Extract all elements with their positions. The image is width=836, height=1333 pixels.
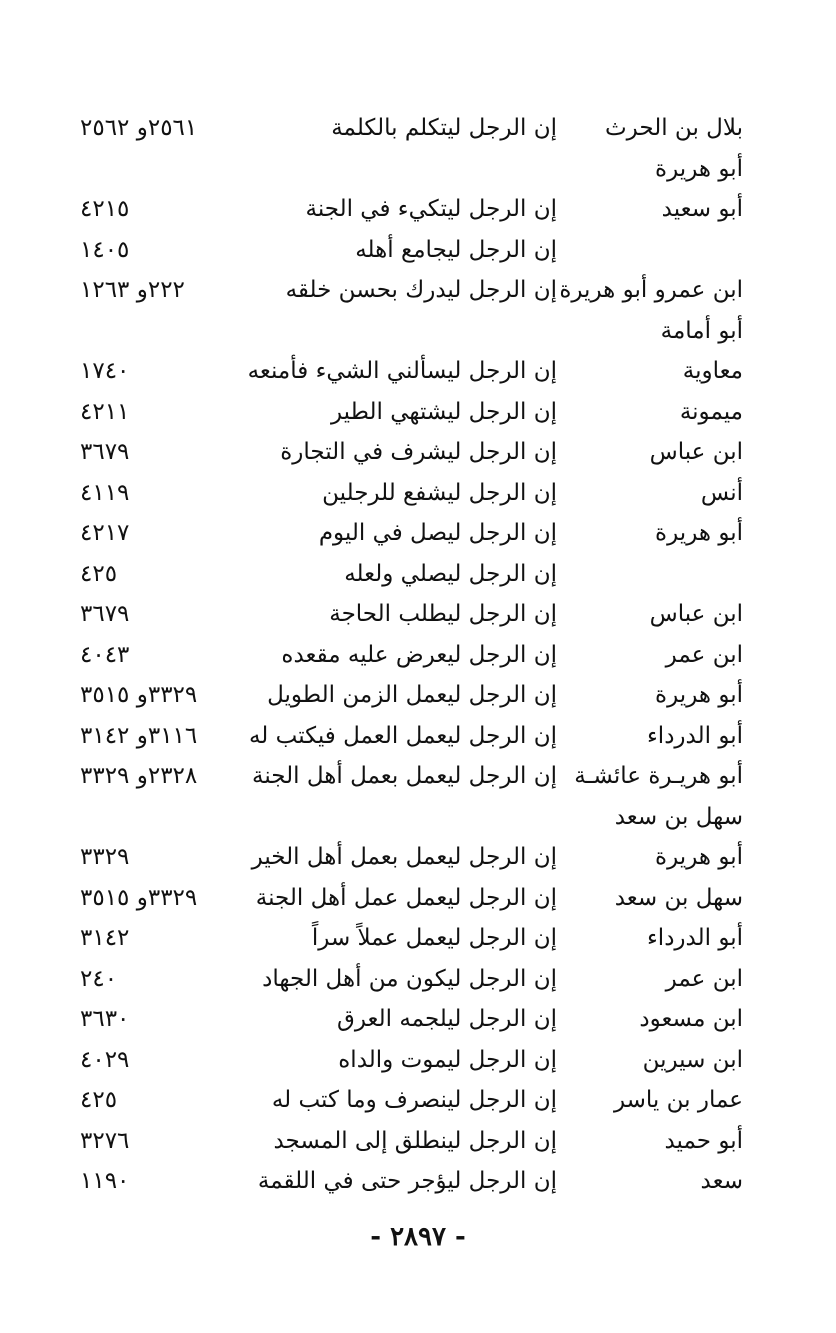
hadith-number: ٣١١٦و ٣١٤٢ — [80, 722, 198, 749]
narrator-name: ابن سيرين — [642, 1046, 743, 1073]
index-row — [0, 313, 836, 354]
narrator-name: ابن عمر — [665, 965, 743, 992]
narrator-name: ابن عباس — [649, 601, 743, 627]
narrator-name: أبو هريرة — [655, 682, 743, 708]
hadith-opening: إن الرجل ليكون من أهل الجهاد — [262, 965, 557, 992]
hadith-number: ٣٢٧٦ — [80, 1127, 130, 1154]
index-row — [0, 191, 836, 232]
narrator-name: سهل بن سعد — [614, 884, 743, 911]
hadith-number: ٣٦٧٩ — [80, 601, 130, 627]
narrator-name: سعد — [700, 1168, 743, 1194]
narrator-name: معاوية — [682, 358, 743, 384]
hadith-opening: إن الرجل ليسألني الشيء فأمنعه — [247, 358, 557, 384]
hadith-opening: إن الرجل ليشفع للرجلين — [322, 479, 557, 506]
index-row — [0, 637, 836, 678]
narrator-name: أبو هريرة — [655, 844, 743, 870]
hadith-opening: إن الرجل ليعمل عملاً سراً — [311, 925, 557, 951]
hadith-opening: إن الرجل ليلجمه العرق — [336, 1006, 557, 1032]
narrator-name: أنس — [700, 479, 743, 506]
narrator-name: بلال بن الحرث — [605, 115, 743, 141]
hadith-number: ٤١١٩ — [80, 479, 130, 506]
index-row — [0, 475, 836, 516]
hadith-opening: إن الرجل ليطلب الحاجة — [329, 601, 557, 627]
hadith-number: ٢٣٢٨و ٣٣٢٩ — [80, 763, 198, 789]
index-row — [0, 1163, 836, 1204]
hadith-opening: إن الرجل ليصلي ولعله — [344, 560, 557, 587]
index-row — [0, 920, 836, 961]
hadith-number: ١٤٠٥ — [80, 236, 130, 263]
narrator-name: أبو حميد — [664, 1127, 743, 1154]
index-row — [0, 1082, 836, 1123]
hadith-number: ٣٦٣٠ — [80, 1006, 130, 1032]
page-number: - ٢٨٩٧ - — [370, 1222, 466, 1252]
narrator-name: ابن عمرو أبو هريرة — [559, 277, 743, 303]
hadith-opening: إن الرجل ليعمل بعمل أهل الجنة — [252, 763, 557, 789]
hadith-number: ٣٣٢٩و ٣٥١٥ — [80, 884, 198, 911]
narrator-name: ميمونة — [679, 398, 743, 425]
hadith-opening: إن الرجل ليعمل بعمل أهل الخير — [251, 844, 557, 870]
hadith-opening: إن الرجل ليعمل عمل أهل الجنة — [255, 884, 557, 911]
hadith-opening: إن الرجل ليموت والداه — [338, 1046, 557, 1073]
hadith-number: ٢٤٠ — [80, 965, 118, 992]
index-row — [0, 556, 836, 597]
hadith-number: ١١٩٠ — [80, 1168, 130, 1194]
hadith-opening: إن الرجل ليعمل الزمن الطويل — [267, 682, 557, 708]
narrator-name: أبو أمامة — [660, 317, 743, 344]
hadith-number: ٢٥٦١و ٢٥٦٢ — [80, 115, 198, 141]
index-row — [0, 434, 836, 475]
hadith-number: ٤٢١١ — [80, 398, 130, 425]
narrator-name: أبو الدرداء — [646, 925, 743, 951]
index-row — [0, 1001, 836, 1042]
hadith-number: ٢٢٢و ١٢٦٣ — [80, 277, 185, 303]
index-row — [0, 677, 836, 718]
hadith-number: ٣٦٧٩ — [80, 439, 130, 465]
index-row — [0, 961, 836, 1002]
hadith-opening: إن الرجل ليشرف في التجارة — [280, 439, 557, 465]
index-row — [0, 1123, 836, 1164]
hadith-number: ٣١٤٢ — [80, 925, 130, 951]
hadith-opening: إن الرجل ليؤجر حتى في اللقمة — [257, 1168, 557, 1194]
index-row — [0, 839, 836, 880]
narrator-name: عمار بن ياسر — [613, 1087, 743, 1113]
index-row — [0, 799, 836, 840]
hadith-opening: إن الرجل ليتكلم بالكلمة — [331, 115, 557, 141]
narrator-name: أبو هريرة — [655, 155, 743, 182]
hadith-opening: إن الرجل ليتكيء في الجنة — [305, 196, 557, 222]
index-row — [0, 880, 836, 921]
narrator-name: أبو الدرداء — [646, 722, 743, 749]
hadith-number: ٤٢١٥ — [80, 196, 130, 222]
hadith-opening: إن الرجل ليشتهي الطير — [330, 398, 557, 425]
index-row — [0, 110, 836, 151]
hadith-opening: إن الرجل ليجامع أهله — [355, 236, 557, 263]
hadith-number: ٣٣٢٩ — [80, 844, 130, 870]
narrator-name: ابن عباس — [649, 439, 743, 465]
hadith-opening: إن الرجل ليدرك بحسن خلقه — [285, 277, 557, 303]
hadith-opening: إن الرجل لينصرف وما كتب له — [271, 1087, 557, 1113]
narrator-name: أبو هريـرة عائشـة — [574, 763, 743, 789]
index-row — [0, 758, 836, 799]
hadith-number: ٤٢٥ — [80, 560, 118, 587]
narrator-name: ابن عمر — [665, 641, 743, 668]
index-row — [0, 272, 836, 313]
hadith-number: ٤٠٤٣ — [80, 641, 130, 668]
hadith-number: ٤٢٥ — [80, 1087, 118, 1113]
narrator-name: ابن مسعود — [639, 1006, 743, 1032]
index-row — [0, 151, 836, 192]
narrator-name: أبو هريرة — [655, 520, 743, 546]
hadith-opening: إن الرجل لينطلق إلى المسجد — [273, 1127, 557, 1154]
hadith-number: ١٧٤٠ — [80, 358, 130, 384]
hadith-opening: إن الرجل ليصل في اليوم — [318, 520, 557, 546]
narrator-name: سهل بن سعد — [614, 803, 743, 830]
hadith-number: ٤٢١٧ — [80, 520, 130, 546]
index-row — [0, 232, 836, 273]
index-row — [0, 515, 836, 556]
narrator-name: أبو سعيد — [661, 196, 743, 222]
hadith-number: ٣٣٢٩و ٣٥١٥ — [80, 682, 198, 708]
hadith-opening: إن الرجل ليعرض عليه مقعده — [281, 641, 557, 668]
hadith-index-list — [0, 110, 836, 1204]
index-row — [0, 394, 836, 435]
index-row — [0, 718, 836, 759]
hadith-opening: إن الرجل ليعمل العمل فيكتب له — [248, 722, 557, 749]
index-row — [0, 1042, 836, 1083]
index-row — [0, 596, 836, 637]
hadith-number: ٤٠٢٩ — [80, 1046, 130, 1073]
index-row — [0, 353, 836, 394]
